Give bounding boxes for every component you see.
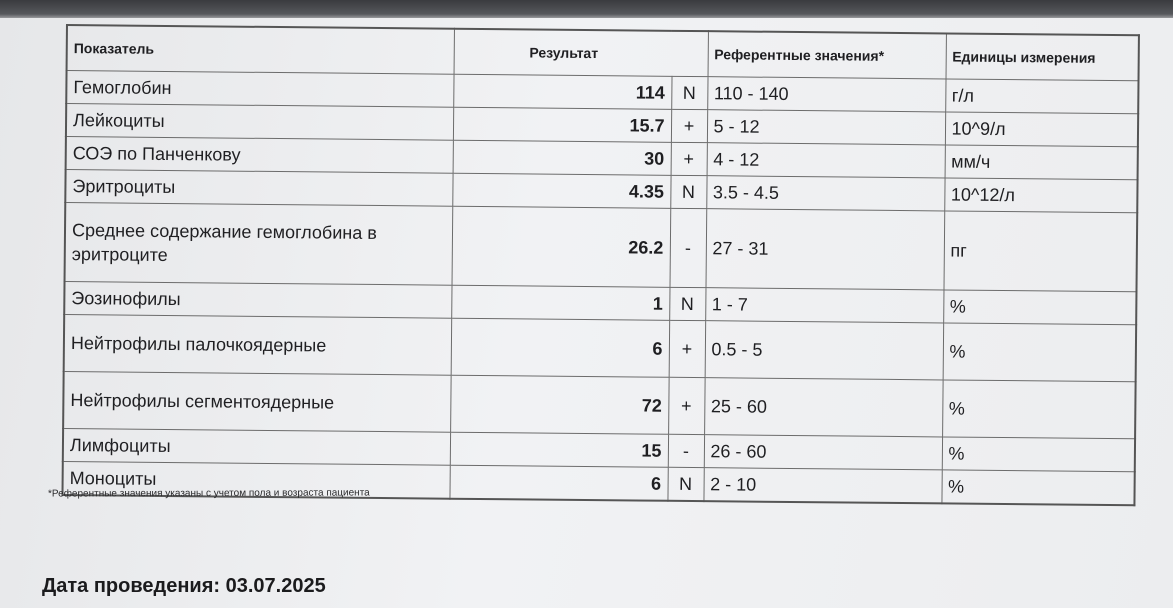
- row-unit: пг: [944, 211, 1138, 292]
- row-name: Эозинофилы: [64, 281, 451, 318]
- row-unit: %: [942, 437, 1135, 472]
- row-name: Нейтрофилы палочкоядерные: [64, 314, 452, 375]
- row-unit: 10^9/л: [945, 112, 1138, 147]
- row-name: Эритроциты: [65, 170, 452, 207]
- header-result: Результат: [454, 29, 708, 77]
- row-name: Нейтрофилы сегментоядерные: [63, 371, 451, 432]
- row-value: 6: [451, 318, 670, 377]
- row-flag: +: [671, 109, 707, 142]
- row-unit: %: [942, 380, 1136, 439]
- row-reference: 1 - 7: [705, 288, 943, 323]
- table-row: [65, 203, 1138, 292]
- row-value: 72: [450, 375, 669, 434]
- row-flag: N: [669, 287, 705, 320]
- header-indicator: Показатель: [67, 25, 454, 74]
- row-value: 4.35: [452, 173, 670, 208]
- row-value: 114: [453, 74, 671, 109]
- row-value: 15: [450, 432, 668, 467]
- row-name: СОЭ по Панченкову: [66, 137, 453, 174]
- table-row: [64, 314, 1137, 381]
- row-reference: 25 - 60: [704, 378, 943, 437]
- row-flag: -: [670, 208, 707, 287]
- row-value: 30: [453, 140, 671, 175]
- row-reference: 5 - 12: [707, 110, 945, 145]
- row-flag: N: [670, 175, 706, 208]
- row-reference: 26 - 60: [704, 435, 942, 470]
- header-units: Единицы измерения: [946, 33, 1139, 80]
- row-name: Среднее содержание гемоглобина в эритроците: [65, 203, 453, 286]
- row-reference: 110 - 140: [707, 77, 945, 112]
- row-value: 15.7: [453, 107, 671, 142]
- row-reference: 4 - 12: [707, 143, 945, 178]
- row-value: 6: [449, 465, 667, 501]
- header-reference: Референтные значения*: [708, 31, 946, 79]
- row-reference: 27 - 31: [706, 209, 945, 290]
- row-flag: N: [667, 467, 703, 501]
- row-flag: N: [671, 76, 707, 109]
- row-unit: %: [941, 470, 1134, 505]
- row-name: Гемоглобин: [66, 71, 453, 108]
- row-reference: 2 - 10: [703, 468, 941, 504]
- row-flag: -: [668, 434, 704, 467]
- row-value: 1: [451, 285, 669, 320]
- row-reference: 3.5 - 4.5: [706, 176, 944, 211]
- row-name: Моноциты: [62, 461, 449, 498]
- row-unit: мм/ч: [945, 145, 1138, 180]
- row-unit: г/л: [945, 79, 1138, 114]
- row-flag: +: [671, 142, 707, 175]
- lab-report: [61, 24, 1147, 506]
- row-name: Лимфоциты: [63, 428, 450, 465]
- row-flag: +: [668, 377, 705, 434]
- row-name: Лейкоциты: [66, 104, 453, 141]
- footnote: *Референтные значения указаны с учетом пола и возраста пациента: [47, 487, 370, 500]
- row-unit: 10^12/л: [944, 178, 1137, 213]
- results-table: [61, 24, 1139, 506]
- row-value: 26.2: [452, 206, 671, 287]
- row-unit: %: [943, 290, 1136, 325]
- row-reference: 0.5 - 5: [705, 321, 944, 380]
- row-unit: %: [943, 323, 1137, 382]
- table-row: [63, 371, 1136, 438]
- row-flag: +: [669, 320, 706, 377]
- test-date: Дата проведения: 03.07.2025: [42, 575, 326, 597]
